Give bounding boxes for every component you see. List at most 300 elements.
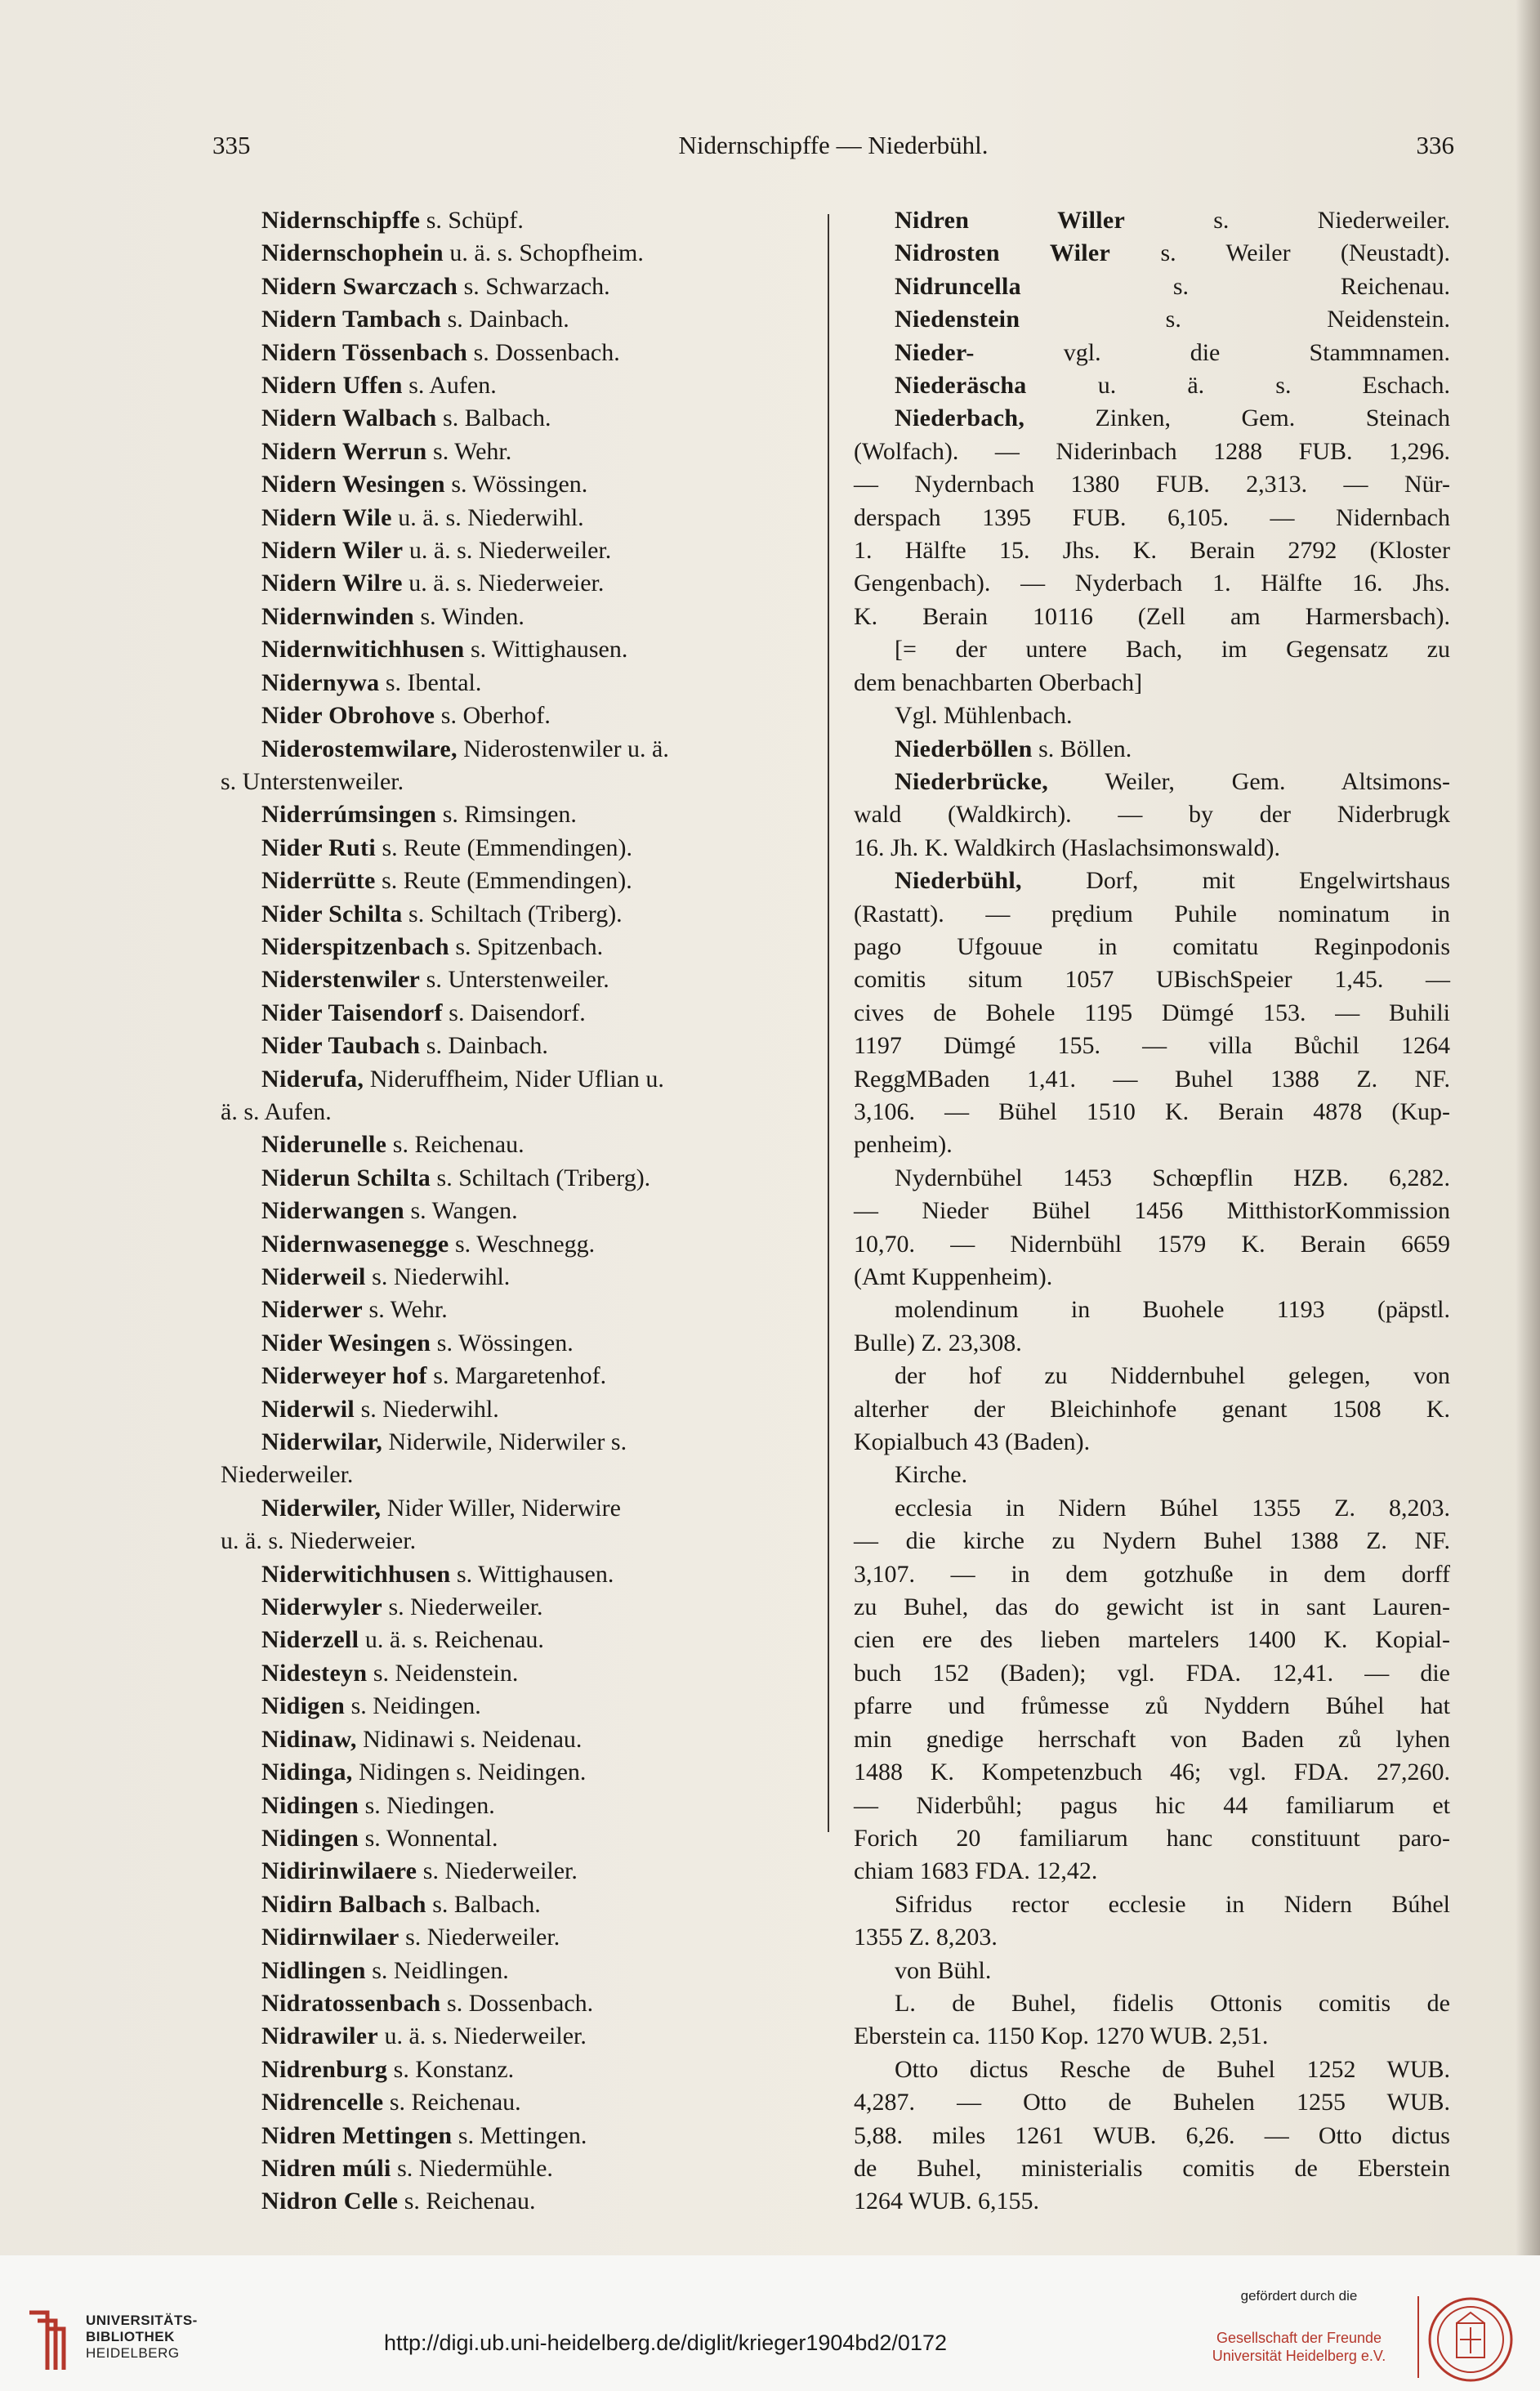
entry-text: chiam 1683 FDA. 12,42. — [854, 1857, 1098, 1885]
entry-headword: Nidern Wile — [261, 503, 392, 531]
entry-headword: Niderweil — [261, 1263, 366, 1290]
entry-text: comitis situm 1057 UBischSpeier 1,45. — — [854, 966, 1450, 994]
entry-headword: Nidern Wiler — [261, 537, 404, 565]
entry-headword: Nidirnwilaer — [261, 1924, 400, 1951]
entry-text: s. Niederweiler. — [1125, 207, 1450, 234]
entry-line — [221, 534, 809, 567]
entry-line — [854, 2054, 1450, 2086]
entry-line — [854, 1294, 1450, 1326]
entry-headword: Nidigen — [261, 1692, 346, 1720]
page-number-left: 335 — [212, 131, 251, 159]
entry-text: s. Dossenbach. — [440, 1989, 594, 2017]
entry-line — [854, 699, 1450, 732]
entry-line — [854, 1921, 1450, 1954]
entry-headword: Nidinga, — [261, 1759, 353, 1786]
entry-text: Nidinawi s. Neidenau. — [356, 1725, 583, 1753]
sponsor-divider — [1417, 2296, 1419, 2378]
entry-text: u. ä. s. Niederwihl. — [391, 503, 584, 531]
entry-line — [854, 337, 1450, 369]
entry-line — [854, 832, 1450, 865]
entry-text: s. Böllen. — [1032, 735, 1132, 762]
entry-text: (Amt Kuppenheim). — [854, 1263, 1053, 1290]
entry-text: (Rastatt). — prędium Puhile nominatum in — [854, 900, 1450, 927]
library-name — [86, 2313, 198, 2362]
entry-headword: Niderweyer hof — [261, 1362, 427, 1390]
entry-line — [221, 204, 809, 237]
entry-line — [221, 1360, 809, 1392]
entry-text: s. Reichenau. — [398, 2188, 536, 2215]
entry-line — [221, 1492, 809, 1525]
entry-text: Sifridus rector ecclesie in Nidern Búhel — [895, 1890, 1450, 1918]
entry-text: s. Schwarzach. — [458, 272, 610, 300]
entry-headword: Nidron Celle — [261, 2188, 399, 2215]
entry-text: buch 152 (Baden); vgl. FDA. 12,41. — die — [854, 1659, 1450, 1687]
column-divider — [828, 214, 829, 1832]
entry-line — [854, 1195, 1450, 1227]
entry-line — [854, 1228, 1450, 1261]
entry-line — [221, 1096, 809, 1128]
entry-text: s. Neidlingen. — [365, 1956, 509, 1984]
entry-text: s. Reichenau. — [386, 1131, 524, 1159]
entry-text: der hof zu Niddernbuhel gelegen, von — [895, 1362, 1450, 1390]
entry-text: Nydernbühel 1453 Schœpflin HZB. 6,282. — [895, 1164, 1450, 1191]
entry-text: 3,106. — Bühel 1510 K. Berain 4878 (Kup- — [854, 1097, 1450, 1125]
left-column — [221, 204, 809, 2219]
entry-text: Eberstein ca. 1150 Kop. 1270 WUB. 2,51. — [854, 2022, 1269, 2050]
entry-text: u. ä. s. Niederweier. — [221, 1527, 417, 1555]
entry-line — [221, 1921, 809, 1954]
sponsor-line1: Gesellschaft der Freunde — [1216, 2330, 1382, 2346]
entry-headword: Niderwil — [261, 1395, 355, 1423]
entry-text: s. Neidingen. — [345, 1692, 481, 1720]
entry-line — [221, 1261, 809, 1294]
entry-line — [221, 1624, 809, 1656]
entry-text: pago Ufgouue in comitatu Reginpodonis — [854, 932, 1450, 960]
entry-text: s. Neidenstein. — [367, 1659, 519, 1687]
entry-line — [221, 502, 809, 534]
entry-line — [854, 402, 1450, 435]
entry-headword: Nidernwasenegge — [261, 1230, 449, 1258]
entry-text: penheim). — [854, 1131, 953, 1159]
entry-text: s. Dainbach. — [420, 1032, 548, 1060]
entry-line — [221, 303, 809, 336]
entry-text: wald (Waldkirch). — by der Niderbrugk — [854, 801, 1450, 829]
entry-headword: Niderwiler, — [261, 1494, 382, 1522]
entry-text: s. Oberhof. — [435, 702, 551, 730]
entry-line — [221, 369, 809, 402]
entry-text: s. Weiler (Neustadt). — [1110, 239, 1450, 267]
entry-line — [854, 1723, 1450, 1756]
entry-headword: Nidern Tambach — [261, 306, 442, 333]
entry-line — [221, 1063, 809, 1096]
entry-text: s. Reichenau. — [1020, 272, 1450, 300]
entry-line — [854, 1492, 1450, 1525]
entry-line — [854, 1955, 1450, 1987]
entry-text: min gnedige herrschaft von Baden zů lyhen — [854, 1725, 1450, 1753]
entry-headword: Nidern Walbach — [261, 404, 437, 432]
entry-line — [221, 865, 809, 897]
entry-text: u. ä. s. Schopfheim. — [443, 239, 644, 267]
entry-text: s. Reute (Emmendingen). — [375, 833, 633, 861]
entry-text: Weiler, Gem. Altsimons- — [1048, 767, 1450, 795]
entry-line — [221, 1327, 809, 1360]
entry-line — [221, 601, 809, 633]
entry-line — [221, 832, 809, 865]
entry-line — [854, 633, 1450, 666]
entry-headword: Nidrencelle — [261, 2089, 384, 2116]
entry-text: K. Berain 10116 (Zell am Harmersbach). — [854, 602, 1450, 630]
entry-text: ecclesia in Nidern Búhel 1355 Z. 8,203. — [895, 1494, 1450, 1522]
entry-text: Forich 20 familiarum hanc constituunt paro- — [854, 1824, 1450, 1852]
entry-text: s. Spitzenbach. — [449, 932, 604, 960]
entry-line — [854, 1657, 1450, 1690]
entry-text: s. Niederweiler. — [399, 1924, 560, 1951]
entry-line — [221, 1855, 809, 1888]
entry-line — [854, 766, 1450, 798]
entry-headword: Niderunelle — [261, 1131, 387, 1159]
entry-headword: Niderun Schilta — [261, 1164, 431, 1191]
entry-text: s. Wangen. — [404, 1197, 518, 1225]
entry-text: Vgl. Mühlenbach. — [895, 702, 1073, 730]
entry-text: s. Niederwihl. — [365, 1263, 511, 1290]
entry-line — [854, 1459, 1450, 1491]
sponsor-line2: Universität Heidelberg e.V. — [1212, 2348, 1386, 2364]
entry-headword: Niderspitzenbach — [261, 932, 449, 960]
entry-line — [854, 204, 1450, 237]
entry-text: s. Wonnental. — [359, 1824, 498, 1852]
right-column — [854, 204, 1450, 2219]
entry-headword: Niderrúmsingen — [261, 801, 437, 829]
entry-line — [854, 898, 1450, 931]
page-edge-shadow — [1515, 0, 1540, 2391]
sponsor-name — [1185, 2329, 1413, 2365]
entry-line — [854, 1525, 1450, 1558]
entry-headword: Niderwangen — [261, 1197, 404, 1225]
library-name-line2: BIBLIOTHEK — [86, 2329, 175, 2344]
entry-line — [221, 1558, 809, 1591]
entry-line — [221, 1294, 809, 1326]
entry-line — [854, 2152, 1450, 2185]
entry-text: u. ä. s. Niederweiler. — [377, 2022, 587, 2050]
entry-headword: Niderstenwiler — [261, 966, 421, 994]
entry-line — [854, 1327, 1450, 1360]
funded-by-label: gefördert durch die — [1240, 2288, 1358, 2304]
entry-text: s. Winden. — [413, 602, 524, 630]
entry-text: L. de Buhel, fidelis Ottonis comitis de — [895, 1989, 1450, 2017]
entry-text: Zinken, Gem. Steinach — [1024, 404, 1450, 432]
entry-headword: Niederbrücke, — [895, 767, 1049, 795]
entry-headword: Nidern Tössenbach — [261, 338, 468, 366]
entry-line — [221, 1128, 809, 1161]
entry-line — [221, 2120, 809, 2152]
entry-text: s. Balbach. — [436, 404, 551, 432]
entry-text: s. Niedermühle. — [391, 2154, 553, 2182]
entry-headword: Nidern Swarczach — [261, 272, 458, 300]
entry-line — [854, 1426, 1450, 1459]
page-header — [212, 131, 1454, 172]
entry-headword: Nidernywa — [261, 668, 380, 696]
entry-text: 1355 Z. 8,203. — [854, 1924, 998, 1951]
entry-headword: Nidrawiler — [261, 2022, 378, 2050]
entry-text: s. Wittighausen. — [450, 1560, 614, 1588]
entry-line — [854, 798, 1450, 831]
entry-headword: Niderwer — [261, 1296, 364, 1324]
entry-text: 3,107. — in dem gotzhuße in dem dorff — [854, 1560, 1450, 1588]
entry-text: de Buhel, ministerialis comitis de Eberstein — [854, 2154, 1450, 2182]
entry-line — [221, 1987, 809, 2020]
entry-text: s. Schiltach (Triberg). — [402, 900, 623, 927]
entry-line — [221, 436, 809, 468]
library-logo-icon — [23, 2304, 72, 2375]
entry-text: 5,88. miles 1261 WUB. 6,26. — Otto dictus — [854, 2121, 1450, 2149]
entry-line — [854, 567, 1450, 600]
entry-line — [854, 1987, 1450, 2020]
entry-text: Dorf, mit Engelwirtshaus — [1021, 867, 1450, 895]
entry-line — [854, 534, 1450, 567]
entry-line — [221, 733, 809, 766]
entry-line — [221, 567, 809, 600]
entry-text: von Bühl. — [895, 1956, 992, 1984]
entry-headword: Nidern Wilre — [261, 570, 403, 597]
entry-headword: Niderostemwilare, — [261, 735, 458, 762]
entry-text: Niderostenwiler u. ä. — [457, 735, 669, 762]
entry-text: — Nydernbach 1380 FUB. 2,313. — Nür- — [854, 471, 1450, 498]
entry-line — [221, 963, 809, 996]
entry-headword: Nidernschipffe — [261, 207, 421, 234]
entry-line — [854, 502, 1450, 534]
entry-line — [221, 1459, 809, 1491]
entry-headword: Nidrosten Wiler — [895, 239, 1111, 267]
library-name-line3: HEIDELBERG — [86, 2345, 180, 2361]
entry-text: Nider Willer, Niderwire — [381, 1494, 621, 1522]
entry-headword: Nidingen — [261, 1824, 359, 1852]
entry-text: 1264 WUB. 6,155. — [854, 2188, 1039, 2215]
entry-headword: Nidern Uffen — [261, 372, 403, 400]
entry-headword: Niderufa, — [261, 1065, 364, 1093]
entry-line — [854, 997, 1450, 1030]
entry-text: s. Wittighausen. — [464, 636, 628, 664]
entry-headword: Nidernwitichhusen — [261, 636, 465, 664]
entry-text: s. Neidenstein. — [1020, 306, 1450, 333]
entry-line — [854, 2120, 1450, 2152]
entry-text: [= der untere Bach, im Gegensatz zu — [895, 636, 1450, 664]
entry-headword: Nidruncella — [895, 272, 1021, 300]
entry-line — [221, 1955, 809, 1987]
entry-text: s. Aufen. — [402, 372, 497, 400]
entry-text: 16. Jh. K. Waldkirch (Haslachsimonswald). — [854, 833, 1280, 861]
entry-text: s. Schüpf. — [420, 207, 524, 234]
entry-line — [854, 931, 1450, 963]
entry-text: dem benachbarten Oberbach] — [854, 668, 1143, 696]
entry-headword: Nidern Werrun — [261, 437, 427, 465]
entry-text: s. Margaretenhof. — [426, 1362, 607, 1390]
entry-text: s. Reute (Emmendingen). — [375, 867, 632, 895]
permalink-url[interactable]: http://digi.ub.uni-heidelberg.de/diglit/krieger1904bd2/0172 — [384, 2331, 948, 2355]
entry-line — [854, 1790, 1450, 1822]
entry-line — [221, 1228, 809, 1261]
entry-headword: Niederbach, — [895, 404, 1025, 432]
entry-text: — Nieder Bühel 1456 MitthistorKommission — [854, 1197, 1450, 1225]
entry-text: s. Wehr. — [426, 437, 512, 465]
entry-text: ReggMBaden 1,41. — Buhel 1388 Z. NF. — [854, 1065, 1450, 1093]
entry-headword: Nidingen — [261, 1791, 359, 1819]
entry-line — [854, 1261, 1450, 1294]
entry-text: Bulle) Z. 23,308. — [854, 1329, 1022, 1356]
entry-line — [221, 237, 809, 270]
footer-bar — [0, 2255, 1540, 2391]
entry-text: 1. Hälfte 15. Jhs. K. Berain 2792 (Kloster — [854, 537, 1450, 565]
entry-line — [221, 1657, 809, 1690]
entry-headword: Niederböllen — [895, 735, 1033, 762]
entry-text: s. Weschnegg. — [449, 1230, 596, 1258]
entry-text: s. Mettingen. — [452, 2121, 587, 2149]
entry-headword: Nider Schilta — [261, 900, 403, 927]
entry-line — [854, 1558, 1450, 1591]
entry-text: u. ä. s. Reichenau. — [359, 1626, 544, 1654]
entry-text: Kirche. — [895, 1461, 968, 1489]
entry-line — [221, 2020, 809, 2053]
entry-text: Nidingen s. Neidingen. — [352, 1759, 587, 1786]
entry-line — [854, 1128, 1450, 1161]
entry-headword: Nidinaw, — [261, 1725, 357, 1753]
entry-line — [854, 865, 1450, 897]
entry-headword: Niderwilar, — [261, 1428, 383, 1456]
entry-headword: Nidren Willer — [895, 207, 1126, 234]
entry-line — [854, 2020, 1450, 2053]
entry-headword: Nidern Wesingen — [261, 471, 445, 498]
entry-headword: Nidesteyn — [261, 1659, 368, 1687]
entry-line — [221, 1591, 809, 1624]
entry-line — [854, 601, 1450, 633]
university-seal-icon — [1426, 2295, 1515, 2384]
library-name-line1: UNIVERSITÄTS- — [86, 2313, 198, 2328]
page-number-right: 336 — [1416, 131, 1454, 159]
entry-headword: Nider Taisendorf — [261, 999, 443, 1026]
entry-headword: Nidirinwilaere — [261, 1857, 417, 1885]
entry-headword: Nider Ruti — [261, 833, 376, 861]
entry-text: s. Niederweiler. — [382, 1593, 543, 1621]
entry-line — [221, 1426, 809, 1459]
entry-text: — die kirche zu Nydern Buhel 1388 Z. NF. — [854, 1527, 1450, 1555]
entry-text: s. Reichenau. — [383, 2089, 521, 2116]
entry-line — [854, 1162, 1450, 1195]
entry-headword: Niderwitichhusen — [261, 1560, 451, 1588]
entry-headword: Niederbühl, — [895, 867, 1022, 895]
entry-headword: Nidernschophein — [261, 239, 444, 267]
entry-text: 1488 K. Kompetenzbuch 46; vgl. FDA. 27,260. — [854, 1759, 1450, 1786]
entry-text: Nideruffheim, Nider Uflian u. — [364, 1065, 664, 1093]
entry-line — [854, 1888, 1450, 1921]
entry-text: s. Wössingen. — [431, 1329, 574, 1356]
entry-text: s. Schiltach (Triberg). — [431, 1164, 651, 1191]
entry-line — [854, 2185, 1450, 2218]
entry-text: Niederweiler. — [221, 1461, 354, 1489]
entry-headword: Nidren Mettingen — [261, 2121, 453, 2149]
entry-line — [221, 1162, 809, 1195]
entry-line — [221, 270, 809, 303]
entry-line — [221, 1393, 809, 1426]
entry-text: vgl. die Stammnamen. — [974, 338, 1450, 366]
entry-headword: Niderwyler — [261, 1593, 382, 1621]
entry-text: s. Daisendorf. — [442, 999, 586, 1026]
entry-line — [221, 1888, 809, 1921]
entry-text: molendinum in Buohele 1193 (päpstl. — [895, 1296, 1450, 1324]
entry-headword: Nidernwinden — [261, 602, 414, 630]
entry-line — [221, 1790, 809, 1822]
entry-line — [221, 699, 809, 732]
entry-line — [854, 667, 1450, 699]
entry-text: s. Balbach. — [426, 1890, 541, 1918]
entry-line — [854, 2086, 1450, 2119]
entry-line — [221, 2086, 809, 2119]
entry-line — [221, 667, 809, 699]
entry-line — [221, 1690, 809, 1723]
entry-line — [221, 1195, 809, 1227]
entry-line — [854, 963, 1450, 996]
entry-line — [854, 1756, 1450, 1789]
entry-line — [854, 270, 1450, 303]
entry-headword: Nidratossenbach — [261, 1989, 441, 2017]
entry-line — [854, 1063, 1450, 1096]
entry-text: pfarre und frůmesse zů Nyddern Búhel hat — [854, 1692, 1450, 1720]
entry-text: u. ä. s. Eschach. — [1026, 372, 1450, 400]
entry-line — [854, 237, 1450, 270]
entry-line — [854, 369, 1450, 402]
entry-line — [221, 1822, 809, 1855]
entry-line — [854, 436, 1450, 468]
entry-text: 1197 Dümgé 155. — villa Bůchil 1264 — [854, 1032, 1450, 1060]
entry-text: s. Unterstenweiler. — [221, 767, 404, 795]
entry-line — [854, 1591, 1450, 1624]
entry-line — [221, 2185, 809, 2218]
entry-text: s. Dossenbach. — [467, 338, 620, 366]
entry-line — [221, 898, 809, 931]
entry-headword: Nidren múli — [261, 2154, 391, 2182]
entry-text: u. ä. s. Niederweier. — [402, 570, 605, 597]
entry-text: u. ä. s. Niederweiler. — [403, 537, 612, 565]
entry-text: s. Wössingen. — [444, 471, 588, 498]
entry-text: s. Niederwihl. — [355, 1395, 499, 1423]
entry-line — [854, 1624, 1450, 1656]
entry-text: s. Ibental. — [379, 668, 482, 696]
entry-text: cien ere des lieben martelers 1400 K. Kopial- — [854, 1626, 1450, 1654]
entry-text: Niderwile, Niderwiler s. — [382, 1428, 627, 1456]
entry-line — [221, 1525, 809, 1558]
running-title: Nidernschipffe — Niederbühl. — [678, 131, 989, 159]
entry-text: cives de Bohele 1195 Dümgé 153. — Buhili — [854, 999, 1450, 1026]
entry-line — [854, 1690, 1450, 1723]
entry-text: Otto dictus Resche de Buhel 1252 WUB. — [895, 2055, 1450, 2083]
entry-text: (Wolfach). — Niderinbach 1288 FUB. 1,296. — [854, 437, 1450, 465]
entry-headword: Niderrütte — [261, 867, 376, 895]
entry-text: — Niderbůhl; pagus hic 44 familiarum et — [854, 1791, 1450, 1819]
entry-headword: Nider Obrohove — [261, 702, 435, 730]
entry-text: s. Niedingen. — [359, 1791, 495, 1819]
entry-line — [221, 2152, 809, 2185]
entry-line — [854, 1030, 1450, 1062]
entry-text: derspach 1395 FUB. 6,105. — Nidernbach — [854, 503, 1450, 531]
entry-text: s. Rimsingen. — [436, 801, 577, 829]
entry-headword: Niederäscha — [895, 372, 1027, 400]
entry-line — [221, 633, 809, 666]
entry-line — [854, 303, 1450, 336]
entry-text: 10,70. — Nidernbühl 1579 K. Berain 6659 — [854, 1230, 1450, 1258]
entry-headword: Nidrenburg — [261, 2055, 388, 2083]
entry-line — [854, 1855, 1450, 1888]
entry-line — [854, 733, 1450, 766]
entry-line — [221, 798, 809, 831]
entry-line — [854, 1096, 1450, 1128]
